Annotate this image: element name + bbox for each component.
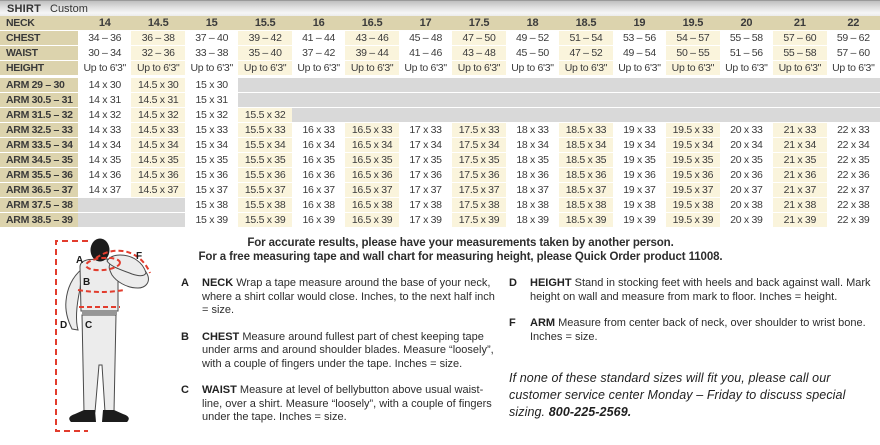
size-cell: 33 – 38 [185, 46, 238, 60]
size-cell: 50 – 55 [666, 46, 719, 60]
size-cell: 18 x 33 [506, 123, 559, 137]
size-cell: 35 – 40 [238, 46, 291, 60]
size-cell: 22 x 38 [827, 198, 880, 212]
instruction-letter: A [181, 277, 189, 289]
instruction-item-chest [181, 331, 503, 372]
size-cell: 21 x 33 [773, 123, 826, 137]
size-cell: Up to 6'3" [238, 61, 291, 75]
size-cell: 19.5 x 36 [666, 168, 719, 182]
empty-cell [506, 78, 559, 92]
instruction-body: Measure around fullest part of chest keeping tape under arms and around shoulder blades. Measure “loosely”, with a couple of fingers under the tape. Inches = size. [202, 330, 494, 370]
size-cell: 14 x 32 [78, 108, 131, 122]
figure-label-neck: A [76, 255, 84, 266]
size-table-row [0, 183, 880, 197]
size-cell: 21 x 37 [773, 183, 826, 197]
neck-size-header-cell: 18.5 [559, 16, 612, 30]
size-cell: 49 – 54 [613, 46, 666, 60]
size-table-row [0, 61, 880, 75]
empty-cell [666, 93, 719, 107]
size-cell: 19.5 x 38 [666, 198, 719, 212]
neck-size-header-cell: 15 [185, 16, 238, 30]
intro-text [178, 237, 743, 264]
size-cell: 17.5 x 37 [452, 183, 505, 197]
size-cell: 14 x 36 [78, 168, 131, 182]
size-cell: 18.5 x 37 [559, 183, 612, 197]
figure-label-arm: F [136, 251, 143, 262]
size-cell: 18.5 x 36 [559, 168, 612, 182]
instructions-content [178, 233, 880, 445]
size-cell: 14.5 x 35 [131, 153, 184, 167]
size-cell: 14.5 x 33 [131, 123, 184, 137]
empty-cell [345, 78, 398, 92]
size-cell: 17 x 33 [399, 123, 452, 137]
figure-left-shoe [69, 410, 96, 422]
neck-size-header-cell: 18 [506, 16, 559, 30]
size-cell: 14.5 x 36 [131, 168, 184, 182]
size-cell: 19 x 37 [613, 183, 666, 197]
size-cell: 19.5 x 39 [666, 213, 719, 227]
figure-label-height: D [60, 320, 68, 331]
empty-cell [506, 93, 559, 107]
instruction-text [530, 277, 880, 304]
size-cell: 51 – 56 [720, 46, 773, 60]
instruction-text [530, 317, 880, 344]
size-cell: 15 x 30 [185, 78, 238, 92]
instruction-item-neck [181, 277, 503, 318]
empty-cell [131, 213, 184, 227]
size-cell: 39 – 42 [238, 31, 291, 45]
row-label: HEIGHT [0, 61, 78, 75]
empty-cell [720, 108, 773, 122]
size-cell: 17 x 37 [399, 183, 452, 197]
row-label: ARM 35.5 – 36 [0, 168, 78, 182]
size-cell: 21 x 36 [773, 168, 826, 182]
size-cell: 19 x 35 [613, 153, 666, 167]
size-cell: 20 x 33 [720, 123, 773, 137]
size-cell: 22 x 39 [827, 213, 880, 227]
size-cell: 16 x 37 [292, 183, 345, 197]
size-cell: 45 – 50 [506, 46, 559, 60]
empty-cell [827, 108, 880, 122]
size-cell: 17 x 39 [399, 213, 452, 227]
size-cell: 21 x 39 [773, 213, 826, 227]
size-cell: 14.5 x 30 [131, 78, 184, 92]
size-table-row [0, 108, 880, 122]
body-measurement-diagram [0, 233, 178, 440]
empty-cell [238, 93, 291, 107]
size-cell: 17.5 x 33 [452, 123, 505, 137]
empty-cell [613, 93, 666, 107]
size-cell: 19 x 38 [613, 198, 666, 212]
intro-line-1: For accurate results, please have your measurements taken by another person. [247, 237, 674, 249]
row-label: ARM 29 – 30 [0, 78, 78, 92]
size-cell: 16 x 36 [292, 168, 345, 182]
neck-size-header-cell: 19.5 [666, 16, 719, 30]
size-cell: 19.5 x 33 [666, 123, 719, 137]
empty-cell [452, 93, 505, 107]
size-cell: 15 x 39 [185, 213, 238, 227]
empty-cell [720, 78, 773, 92]
empty-cell [452, 108, 505, 122]
size-cell: 16.5 x 36 [345, 168, 398, 182]
size-cell: Up to 6'3" [827, 61, 880, 75]
size-cell: 36 – 38 [131, 31, 184, 45]
size-cell: 47 – 52 [559, 46, 612, 60]
size-cell: 15 x 37 [185, 183, 238, 197]
size-cell: 18 x 36 [506, 168, 559, 182]
size-cell: 55 – 58 [720, 31, 773, 45]
size-cell: Up to 6'3" [613, 61, 666, 75]
special-sizing-note [509, 370, 880, 421]
empty-cell [292, 78, 345, 92]
size-cell: 19.5 x 35 [666, 153, 719, 167]
size-table-row [0, 168, 880, 182]
size-cell: 53 – 56 [613, 31, 666, 45]
size-cell: 15 x 38 [185, 198, 238, 212]
size-cell: Up to 6'3" [720, 61, 773, 75]
size-cell: 15 x 36 [185, 168, 238, 182]
size-table-row [0, 138, 880, 152]
neck-size-header-cell: 22 [827, 16, 880, 30]
size-cell: 15 x 32 [185, 108, 238, 122]
neck-size-header-cell: 15.5 [238, 16, 291, 30]
instruction-term: WAIST [202, 384, 237, 396]
figure-label-chest: B [83, 277, 91, 288]
instruction-body: Measure at level of bellybutton above usual waist-line, over a shirt. Measure “loosely”, with a couple of fingers under the tape. Inches = size. [202, 384, 492, 423]
row-label: ARM 30.5 – 31 [0, 93, 78, 107]
instruction-letter: F [509, 317, 516, 329]
instruction-item-waist [181, 384, 503, 425]
empty-cell [720, 93, 773, 107]
size-cell: 16.5 x 33 [345, 123, 398, 137]
size-cell: 16.5 x 34 [345, 138, 398, 152]
size-cell: 16.5 x 35 [345, 153, 398, 167]
empty-cell [399, 93, 452, 107]
size-cell: 14 x 33 [78, 123, 131, 137]
size-cell: 30 – 34 [78, 46, 131, 60]
size-cell: 55 – 58 [773, 46, 826, 60]
empty-cell [827, 93, 880, 107]
row-label: ARM 36.5 – 37 [0, 183, 78, 197]
size-cell: Up to 6'3" [292, 61, 345, 75]
size-cell: 19 x 34 [613, 138, 666, 152]
instructions-right-column [509, 277, 880, 438]
size-cell: 47 – 50 [452, 31, 505, 45]
instruction-letter: C [181, 384, 189, 396]
size-cell: Up to 6'3" [185, 61, 238, 75]
neck-size-header-cell: 20 [720, 16, 773, 30]
size-table-row [0, 78, 880, 92]
instruction-term: NECK [202, 277, 234, 289]
size-cell: 14 x 34 [78, 138, 131, 152]
size-cell: 15.5 x 33 [238, 123, 291, 137]
instruction-term: CHEST [202, 330, 240, 343]
size-cell: 15.5 x 34 [238, 138, 291, 152]
row-label: ARM 32.5 – 33 [0, 123, 78, 137]
neck-size-header-cell: 16 [292, 16, 345, 30]
size-cell: 20 x 39 [720, 213, 773, 227]
size-cell: Up to 6'3" [452, 61, 505, 75]
empty-cell [452, 78, 505, 92]
size-cell: 17 x 35 [399, 153, 452, 167]
empty-cell [666, 108, 719, 122]
empty-cell [666, 78, 719, 92]
size-cell: 17.5 x 35 [452, 153, 505, 167]
row-label: ARM 34.5 – 35 [0, 153, 78, 167]
size-table-row [0, 153, 880, 167]
size-cell: Up to 6'3" [559, 61, 612, 75]
empty-cell [131, 198, 184, 212]
neck-size-header-cell: 21 [773, 16, 826, 30]
customer-service-phone: 800-225-2569. [548, 405, 632, 419]
figure-label-waist: C [85, 320, 93, 331]
empty-cell [345, 108, 398, 122]
instructions-left-column [181, 277, 503, 438]
size-cell: 18 x 34 [506, 138, 559, 152]
size-cell: 16.5 x 38 [345, 198, 398, 212]
size-cell: 51 – 54 [559, 31, 612, 45]
empty-cell [238, 78, 291, 92]
empty-cell [78, 198, 131, 212]
size-cell: 19 x 36 [613, 168, 666, 182]
size-cell: 19 x 39 [613, 213, 666, 227]
size-cell: 17.5 x 34 [452, 138, 505, 152]
size-cell: 14.5 x 31 [131, 93, 184, 107]
size-cell: 14.5 x 32 [131, 108, 184, 122]
row-label: ARM 37.5 – 38 [0, 198, 78, 212]
size-cell: 34 – 36 [78, 31, 131, 45]
size-cell: 14 x 31 [78, 93, 131, 107]
instruction-term: ARM [530, 317, 556, 329]
figure-hanging-arm [66, 269, 82, 330]
size-cell: 15 x 35 [185, 153, 238, 167]
empty-cell [399, 78, 452, 92]
size-cell: 15.5 x 36 [238, 168, 291, 182]
empty-cell [559, 93, 612, 107]
neck-size-header-cell: 16.5 [345, 16, 398, 30]
size-cell: 45 – 48 [399, 31, 452, 45]
size-cell: 16.5 x 39 [345, 213, 398, 227]
empty-cell [827, 78, 880, 92]
shirt-custom-titlebar [0, 0, 880, 16]
size-cell: 16 x 35 [292, 153, 345, 167]
size-cell: 21 x 34 [773, 138, 826, 152]
size-cell: Up to 6'3" [399, 61, 452, 75]
size-cell: 16 x 39 [292, 213, 345, 227]
size-cell: 17 x 34 [399, 138, 452, 152]
row-label: ARM 33.5 – 34 [0, 138, 78, 152]
size-cell: 16.5 x 37 [345, 183, 398, 197]
size-cell: 14.5 x 34 [131, 138, 184, 152]
size-cell: 18.5 x 38 [559, 198, 612, 212]
size-cell: Up to 6'3" [666, 61, 719, 75]
instruction-term: HEIGHT [530, 277, 572, 289]
size-cell: 14 x 30 [78, 78, 131, 92]
size-table-row [0, 46, 880, 60]
size-cell: 15 x 31 [185, 93, 238, 107]
size-cell: 15.5 x 39 [238, 213, 291, 227]
empty-cell [78, 213, 131, 227]
intro-line-2: For a free measuring tape and wall chart for measuring height, please Quick Order product 11008. [198, 250, 723, 263]
size-cell: 18.5 x 33 [559, 123, 612, 137]
instruction-letter: B [181, 330, 189, 343]
size-cell: 18 x 37 [506, 183, 559, 197]
size-cell: 17 x 38 [399, 198, 452, 212]
size-cell: 37 – 42 [292, 46, 345, 60]
empty-cell [292, 93, 345, 107]
size-cell: 32 – 36 [131, 46, 184, 60]
size-table-row [0, 16, 880, 30]
size-cell: 15 x 34 [185, 138, 238, 152]
measuring-instructions-section [0, 228, 880, 445]
measurement-figure [0, 233, 178, 445]
title-custom: Custom [50, 2, 88, 15]
size-cell: 39 – 44 [345, 46, 398, 60]
empty-cell [773, 108, 826, 122]
size-cell: 19.5 x 34 [666, 138, 719, 152]
size-cell: Up to 6'3" [506, 61, 559, 75]
empty-cell [292, 108, 345, 122]
size-cell: 57 – 60 [827, 46, 880, 60]
empty-cell [613, 78, 666, 92]
instruction-body: Stand in stocking feet with heels and back against wall. Mark height on wall and measure from mark to floor. Inches = height. [530, 277, 871, 303]
size-cell: 15 x 33 [185, 123, 238, 137]
row-label: ARM 31.5 – 32 [0, 108, 78, 122]
size-cell: 18.5 x 34 [559, 138, 612, 152]
size-cell: Up to 6'3" [131, 61, 184, 75]
empty-cell [613, 108, 666, 122]
size-cell: 49 – 52 [506, 31, 559, 45]
size-cell: Up to 6'3" [345, 61, 398, 75]
empty-cell [559, 78, 612, 92]
size-cell: 22 x 35 [827, 153, 880, 167]
empty-cell [773, 93, 826, 107]
empty-cell [345, 93, 398, 107]
size-cell: 43 – 46 [345, 31, 398, 45]
neck-size-header-cell: 14.5 [131, 16, 184, 30]
size-cell: 21 x 35 [773, 153, 826, 167]
size-cell: 22 x 33 [827, 123, 880, 137]
instruction-letter: D [509, 277, 517, 289]
instruction-text [202, 384, 503, 425]
size-cell: 18 x 39 [506, 213, 559, 227]
size-cell: 18 x 35 [506, 153, 559, 167]
size-cell: 43 – 48 [452, 46, 505, 60]
size-cell: 17.5 x 39 [452, 213, 505, 227]
empty-cell [506, 108, 559, 122]
size-table-row [0, 198, 880, 212]
instruction-item-arm [509, 317, 880, 344]
size-cell: 17.5 x 38 [452, 198, 505, 212]
size-cell: Up to 6'3" [773, 61, 826, 75]
instruction-text [202, 331, 503, 372]
size-cell: 18 x 38 [506, 198, 559, 212]
size-table-row [0, 213, 880, 227]
size-cell: 18.5 x 35 [559, 153, 612, 167]
neck-size-header-cell: 19 [613, 16, 666, 30]
instruction-text [202, 277, 503, 318]
size-cell: 20 x 36 [720, 168, 773, 182]
size-cell: 17 x 36 [399, 168, 452, 182]
size-cell: 16 x 38 [292, 198, 345, 212]
size-cell: 15.5 x 32 [238, 108, 291, 122]
figure-right-shoe [102, 410, 129, 422]
instruction-columns [178, 277, 880, 438]
size-cell: 20 x 37 [720, 183, 773, 197]
size-cell: 16 x 33 [292, 123, 345, 137]
size-table-row [0, 123, 880, 137]
size-cell: 22 x 37 [827, 183, 880, 197]
size-cell: 17.5 x 36 [452, 168, 505, 182]
size-cell: 18.5 x 39 [559, 213, 612, 227]
row-label: ARM 38.5 – 39 [0, 213, 78, 227]
instruction-body: Wrap a tape measure around the base of your neck, where a shirt collar would close. Inches, to the next half inch = size. [202, 277, 495, 316]
size-cell: 22 x 34 [827, 138, 880, 152]
empty-cell [399, 108, 452, 122]
size-cell: 15.5 x 37 [238, 183, 291, 197]
instruction-body: Measure from center back of neck, over shoulder to wrist bone. Inches = size. [530, 317, 866, 343]
size-cell: 41 – 44 [292, 31, 345, 45]
size-table [0, 16, 880, 227]
size-cell: 21 x 38 [773, 198, 826, 212]
size-cell: 14 x 37 [78, 183, 131, 197]
neck-size-header-cell: 17.5 [452, 16, 505, 30]
size-cell: Up to 6'3" [78, 61, 131, 75]
size-cell: 22 x 36 [827, 168, 880, 182]
size-cell: 14 x 35 [78, 153, 131, 167]
neck-size-header-cell: 17 [399, 16, 452, 30]
size-cell: 16 x 34 [292, 138, 345, 152]
size-cell: 19 x 33 [613, 123, 666, 137]
size-cell: 20 x 38 [720, 198, 773, 212]
figure-waistband [82, 310, 117, 315]
size-table-row [0, 31, 880, 45]
size-cell: 54 – 57 [666, 31, 719, 45]
size-cell: 57 – 60 [773, 31, 826, 45]
size-cell: 59 – 62 [827, 31, 880, 45]
instruction-item-height [509, 277, 880, 304]
size-cell: 37 – 40 [185, 31, 238, 45]
size-cell: 20 x 35 [720, 153, 773, 167]
size-cell: 20 x 34 [720, 138, 773, 152]
size-cell: 15.5 x 35 [238, 153, 291, 167]
size-cell: 19.5 x 37 [666, 183, 719, 197]
row-label: NECK [0, 16, 78, 30]
title-shirt: SHIRT [7, 2, 41, 15]
empty-cell [559, 108, 612, 122]
empty-cell [773, 78, 826, 92]
size-table-row [0, 93, 880, 107]
size-cell: 15.5 x 38 [238, 198, 291, 212]
special-sizing-note-text: If none of these standard sizes will fit you, please call our customer service center Monday – Friday to discuss special sizing. [509, 371, 846, 419]
size-cell: 14.5 x 37 [131, 183, 184, 197]
row-label: CHEST [0, 31, 78, 45]
size-cell: 41 – 46 [399, 46, 452, 60]
neck-size-header-cell: 14 [78, 16, 131, 30]
row-label: WAIST [0, 46, 78, 60]
